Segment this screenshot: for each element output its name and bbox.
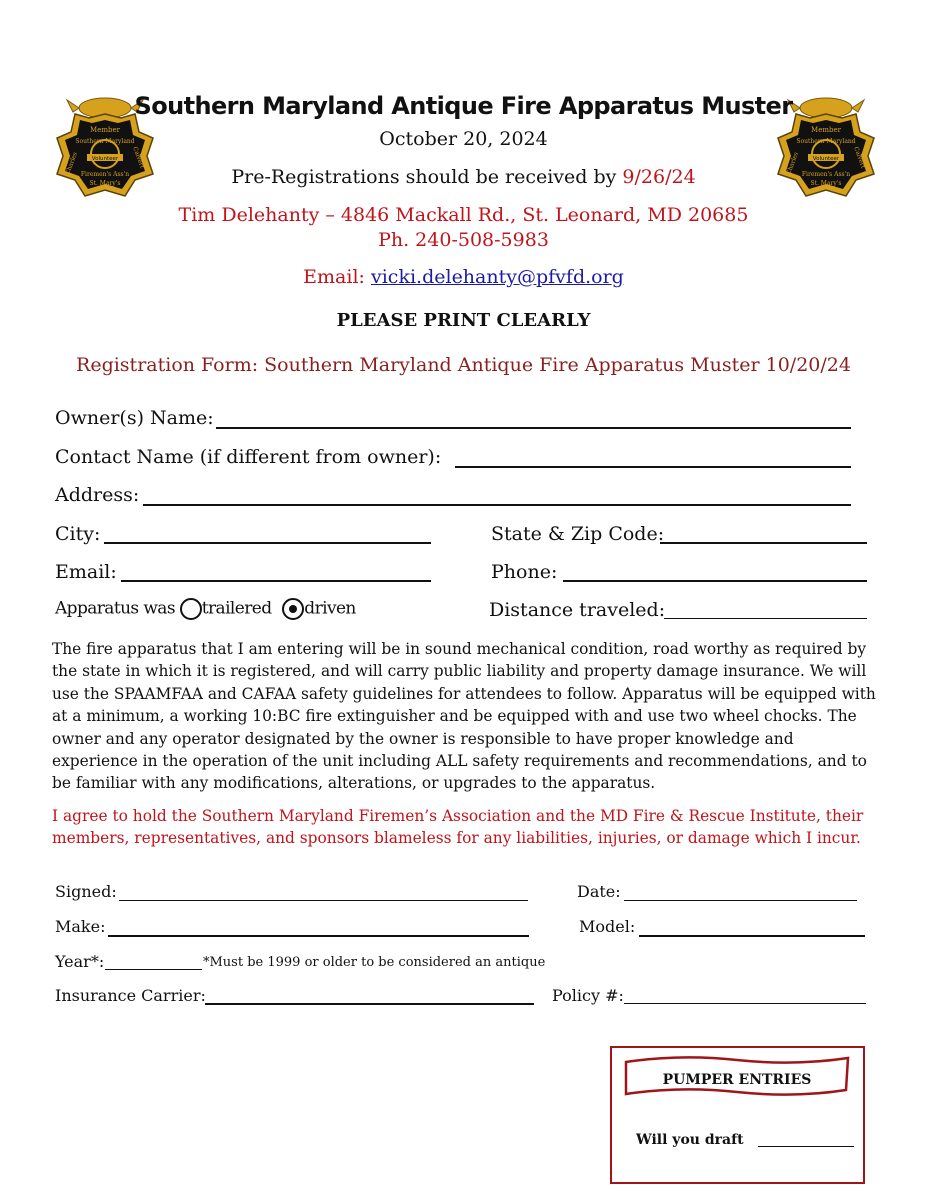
trailered-label: trailered bbox=[201, 598, 272, 619]
make-field[interactable] bbox=[108, 935, 529, 937]
contact-email bbox=[0, 266, 927, 288]
city-field[interactable] bbox=[104, 542, 431, 544]
prereg-date: 9/26/24 bbox=[622, 166, 696, 188]
contact-address: Tim Delehanty – 4846 Mackall Rd., St. Leonard, MD 20685 bbox=[178, 204, 749, 226]
email-link[interactable]: vicki.delehanty@pfvfd.org bbox=[371, 266, 624, 288]
pumper-banner bbox=[620, 1054, 854, 1098]
contact-phone: Ph. 240-508-5983 bbox=[378, 229, 549, 251]
insurance-field[interactable] bbox=[205, 1003, 534, 1005]
svg-text:Southern Maryland: Southern Maryland bbox=[796, 138, 856, 145]
policy-field[interactable] bbox=[624, 1003, 866, 1004]
year-note: *Must be 1999 or older to be considered an antique bbox=[203, 955, 546, 970]
svg-text:Volunteer: Volunteer bbox=[91, 156, 119, 162]
address-label: Address: bbox=[55, 484, 140, 506]
distance-field[interactable] bbox=[664, 618, 867, 619]
phone-label: Phone: bbox=[491, 561, 558, 583]
insurance-label: Insurance Carrier: bbox=[55, 986, 206, 1005]
driven-radio-dot bbox=[289, 605, 297, 613]
svg-text:Firemen's Ass'n: Firemen's Ass'n bbox=[801, 171, 851, 178]
city-label: City: bbox=[55, 523, 101, 545]
date-label: Date: bbox=[577, 882, 621, 901]
svg-text:Charles: Charles bbox=[64, 151, 79, 176]
email-label: Email: bbox=[303, 266, 365, 288]
state-zip-field[interactable] bbox=[660, 542, 867, 544]
svg-text:St. Mary's: St. Mary's bbox=[89, 180, 121, 187]
contact-field[interactable] bbox=[455, 466, 851, 468]
phone-field[interactable] bbox=[563, 580, 867, 582]
waiver-text: I agree to hold the Southern Maryland Firemen’s Association and the MD Fire & Rescue Institute, their members, representatives, and sponsors blameless for any liabilities, injuries, or damage which I incur. bbox=[52, 807, 864, 848]
apparatus-transport bbox=[55, 598, 356, 620]
address-field[interactable] bbox=[143, 504, 851, 506]
year-label: Year*: bbox=[55, 952, 105, 971]
driven-label: driven bbox=[304, 598, 356, 619]
prereg-deadline bbox=[0, 166, 927, 188]
apparatus-was-label: Apparatus was bbox=[55, 598, 175, 619]
svg-text:Member: Member bbox=[90, 126, 120, 134]
agreement-text: The fire apparatus that I am entering will be in sound mechanical condition, road worthy as required by the state in which it is registered, and will carry public liability and property damage insurance. We will use the SPAAMFAA and CAFAA safety guidelines for attendees to follow. Apparatus will be equipped with at a minimum, a working 10:BC fire extinguisher and be equipped with and use two wheel chocks. The owner and any operator designated by the owner is responsible to have proper knowledge and experience in the operation of the unit including ALL safety requirements and recommendations, and to be familiar with any modifications, alterations, or upgrades to the apparatus. bbox=[52, 640, 876, 793]
svg-text:Southern Maryland: Southern Maryland bbox=[75, 138, 135, 145]
draft-answer-field[interactable] bbox=[758, 1146, 854, 1147]
distance-label: Distance traveled: bbox=[489, 599, 666, 621]
model-field[interactable] bbox=[639, 935, 865, 937]
policy-label: Policy #: bbox=[552, 986, 624, 1005]
svg-text:Calvert: Calvert bbox=[131, 145, 146, 170]
svg-text:Calvert: Calvert bbox=[852, 145, 867, 170]
event-date: October 20, 2024 bbox=[379, 128, 548, 150]
svg-text:Charles: Charles bbox=[785, 151, 800, 176]
date-field[interactable] bbox=[624, 900, 857, 901]
prereg-text: Pre-Registrations should be received by bbox=[231, 166, 617, 188]
print-notice: PLEASE PRINT CLEARLY bbox=[336, 310, 591, 331]
state-zip-label: State & Zip Code: bbox=[491, 523, 665, 545]
trailered-radio[interactable] bbox=[180, 598, 202, 620]
contact-label: Contact Name (if different from owner): bbox=[55, 446, 442, 468]
signed-field[interactable] bbox=[119, 900, 528, 901]
event-title: Southern Maryland Antique Fire Apparatus Muster bbox=[134, 92, 793, 120]
year-field[interactable] bbox=[105, 969, 202, 970]
model-label: Model: bbox=[579, 917, 636, 936]
form-heading: Registration Form: Southern Maryland Antique Fire Apparatus Muster 10/20/24 bbox=[76, 354, 851, 376]
driven-radio[interactable] bbox=[282, 598, 304, 620]
owner-label: Owner(s) Name: bbox=[55, 407, 214, 429]
pumper-title: PUMPER ENTRIES bbox=[662, 1072, 812, 1088]
svg-text:Firemen's Ass'n: Firemen's Ass'n bbox=[80, 171, 130, 178]
email-field[interactable] bbox=[121, 580, 431, 582]
signed-label: Signed: bbox=[55, 882, 117, 901]
svg-text:Member: Member bbox=[811, 126, 841, 134]
make-label: Make: bbox=[55, 917, 106, 936]
svg-text:St. Mary's: St. Mary's bbox=[810, 180, 842, 187]
email-field-label: Email: bbox=[55, 561, 117, 583]
owner-field[interactable] bbox=[216, 427, 851, 429]
draft-question: Will you draft bbox=[636, 1132, 744, 1148]
svg-text:Volunteer: Volunteer bbox=[812, 156, 840, 162]
